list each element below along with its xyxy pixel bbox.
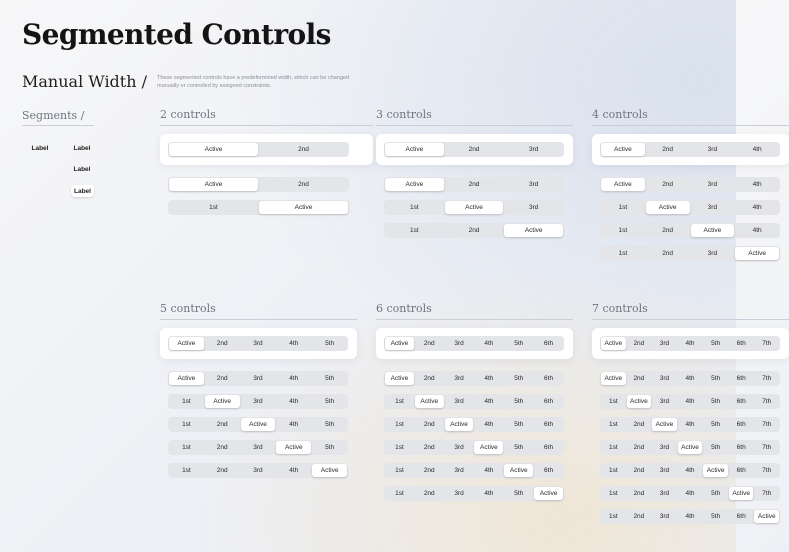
segment-active[interactable]: Active: [385, 372, 414, 385]
segment[interactable]: 7th: [762, 467, 772, 474]
segment-active[interactable]: Active: [385, 178, 444, 191]
segment[interactable]: 1st: [182, 421, 191, 428]
segmented-control: [600, 177, 780, 192]
segment-active[interactable]: Active: [601, 143, 645, 156]
segmented-control: [384, 463, 564, 478]
segment-active[interactable]: Active: [652, 418, 677, 431]
segment[interactable]: 5th: [514, 490, 524, 497]
segment[interactable]: 3rd: [454, 490, 464, 497]
segment[interactable]: 5th: [711, 398, 721, 405]
segment[interactable]: 2nd: [633, 467, 645, 474]
segment[interactable]: 3rd: [659, 444, 670, 451]
segment[interactable]: 3rd: [659, 375, 670, 382]
segment[interactable]: 3rd: [659, 513, 670, 520]
segment[interactable]: 7th: [762, 421, 772, 428]
segment-sample-hover-2[interactable]: Label: [73, 166, 91, 173]
segment-active[interactable]: Active: [627, 395, 652, 408]
segment[interactable]: 6th: [544, 398, 554, 405]
segment[interactable]: 6th: [544, 467, 554, 474]
segmented-control: [384, 177, 564, 192]
segment[interactable]: 4th: [484, 490, 494, 497]
segmented-control: [600, 440, 780, 455]
group-heading-3: 3 controls: [376, 108, 432, 121]
segment[interactable]: 2nd: [633, 513, 645, 520]
segmented-control: [600, 417, 780, 432]
segmented-control: [600, 509, 780, 524]
segment[interactable]: 3rd: [659, 490, 670, 497]
group-heading-2: 2 controls: [160, 108, 216, 121]
segment-active[interactable]: Active: [415, 395, 444, 408]
segment[interactable]: 2nd: [662, 227, 674, 234]
segment[interactable]: 1st: [182, 467, 191, 474]
segment-active[interactable]: Active: [504, 224, 563, 237]
segment[interactable]: 4th: [685, 513, 695, 520]
segmented-control: [168, 371, 348, 386]
segment[interactable]: 1st: [608, 444, 618, 451]
segment[interactable]: 3rd: [253, 444, 263, 451]
segment[interactable]: 4th: [289, 340, 299, 347]
segment-active[interactable]: Active: [646, 201, 690, 214]
segment[interactable]: 1st: [395, 467, 404, 474]
group-rule: [592, 125, 789, 126]
segmented-control: [600, 394, 780, 409]
segment[interactable]: 4th: [484, 398, 494, 405]
segment[interactable]: 1st: [608, 513, 618, 520]
segmented-control: [600, 246, 780, 261]
segmented-control: [600, 200, 780, 215]
segment[interactable]: 3rd: [253, 340, 263, 347]
segment-active[interactable]: Active: [703, 464, 728, 477]
segment-active[interactable]: Active: [169, 178, 258, 191]
segment[interactable]: 2nd: [423, 340, 435, 347]
segment[interactable]: 2nd: [662, 250, 674, 257]
segment-sample-selected[interactable]: Label: [71, 185, 94, 197]
segment[interactable]: 3rd: [253, 467, 263, 474]
segment-active[interactable]: Active: [169, 337, 204, 350]
segment[interactable]: 2nd: [216, 421, 228, 428]
group-heading-5: 5 controls: [160, 302, 216, 315]
segment-active[interactable]: Active: [241, 418, 276, 431]
segment[interactable]: 2nd: [423, 490, 435, 497]
segment[interactable]: 1st: [410, 227, 419, 234]
segment-sample-plain[interactable]: Label: [31, 145, 49, 152]
segment[interactable]: 5th: [711, 444, 721, 451]
segment-active[interactable]: Active: [385, 337, 414, 350]
segment[interactable]: 4th: [685, 375, 695, 382]
segmented-control: [384, 371, 564, 386]
segment[interactable]: 3rd: [454, 340, 464, 347]
segment[interactable]: 4th: [752, 227, 762, 234]
segment[interactable]: 7th: [762, 444, 772, 451]
group-rule: [160, 125, 373, 126]
segment[interactable]: 2nd: [633, 375, 645, 382]
segment[interactable]: 6th: [736, 467, 746, 474]
segment-active[interactable]: Active: [678, 441, 703, 454]
segment[interactable]: 2nd: [662, 181, 674, 188]
segment[interactable]: 2nd: [633, 421, 645, 428]
segment-active[interactable]: Active: [691, 224, 735, 237]
segment-active[interactable]: Active: [445, 418, 474, 431]
group-rule: [592, 319, 789, 320]
segmented-control: [168, 177, 349, 192]
group-rule: [376, 125, 573, 126]
segment[interactable]: 6th: [736, 444, 746, 451]
segmented-control: [384, 417, 564, 432]
segment[interactable]: 1st: [395, 421, 404, 428]
segment[interactable]: 2nd: [216, 467, 228, 474]
segmented-control: [384, 440, 564, 455]
segment[interactable]: 3rd: [659, 398, 670, 405]
segments-rule: [22, 125, 94, 126]
segment[interactable]: 6th: [544, 375, 554, 382]
group-heading-4: 4 controls: [592, 108, 648, 121]
segment[interactable]: 5th: [711, 375, 721, 382]
segmented-control: [168, 417, 348, 432]
segment[interactable]: 1st: [395, 398, 404, 405]
segment[interactable]: 4th: [685, 340, 695, 347]
segmented-control: [168, 336, 348, 351]
segmented-control: [384, 142, 564, 157]
segment[interactable]: 5th: [325, 421, 335, 428]
segment[interactable]: 7th: [762, 490, 772, 497]
segment-active[interactable]: Active: [474, 441, 503, 454]
segment[interactable]: 6th: [544, 340, 554, 347]
segmented-control: [384, 200, 564, 215]
segment[interactable]: 1st: [618, 250, 628, 257]
segment[interactable]: 1st: [182, 444, 191, 451]
segment[interactable]: 5th: [325, 340, 335, 347]
segment-active[interactable]: Active: [205, 395, 240, 408]
segment-active[interactable]: Active: [601, 178, 645, 191]
segment[interactable]: 4th: [289, 467, 299, 474]
segment[interactable]: 1st: [618, 204, 628, 211]
segment[interactable]: 6th: [736, 340, 746, 347]
segment[interactable]: 5th: [711, 513, 721, 520]
segment-active[interactable]: Active: [735, 247, 779, 260]
page-subtitle: Manual Width /: [22, 72, 148, 91]
segment[interactable]: 2nd: [633, 340, 645, 347]
segment[interactable]: 3rd: [253, 398, 263, 405]
segment[interactable]: 2nd: [423, 467, 435, 474]
segment-active[interactable]: Active: [754, 510, 779, 523]
segment[interactable]: 3rd: [707, 181, 718, 188]
segmented-control: [168, 394, 348, 409]
segment[interactable]: 4th: [289, 398, 299, 405]
segmented-control: [600, 336, 780, 351]
segment[interactable]: 5th: [325, 375, 335, 382]
segmented-control: [168, 440, 348, 455]
segment[interactable]: 2nd: [216, 444, 228, 451]
segment-active[interactable]: Active: [601, 337, 626, 350]
segment[interactable]: 1st: [395, 490, 404, 497]
segment-active[interactable]: Active: [534, 487, 563, 500]
segmented-control: [384, 486, 564, 501]
segment[interactable]: 5th: [711, 490, 721, 497]
segment-active[interactable]: Active: [504, 464, 533, 477]
segment[interactable]: 3rd: [454, 444, 464, 451]
segment-active[interactable]: Active: [445, 201, 504, 214]
segment[interactable]: 5th: [514, 444, 524, 451]
segment[interactable]: 3rd: [707, 204, 718, 211]
segmented-control: [600, 223, 780, 238]
segment[interactable]: 5th: [711, 340, 721, 347]
segmented-control: [600, 463, 780, 478]
segment[interactable]: 2nd: [298, 146, 309, 153]
segment[interactable]: 3rd: [707, 250, 718, 257]
segment[interactable]: 4th: [484, 375, 494, 382]
segment-active[interactable]: Active: [312, 464, 347, 477]
segment[interactable]: 7th: [762, 340, 772, 347]
segment-active[interactable]: Active: [601, 372, 626, 385]
segmented-control: [384, 223, 564, 238]
segmented-control: [384, 336, 564, 351]
segment[interactable]: 2nd: [633, 444, 645, 451]
segment[interactable]: 1st: [410, 204, 419, 211]
segment-active[interactable]: Active: [276, 441, 311, 454]
segment-active[interactable]: Active: [169, 143, 258, 156]
segment[interactable]: 3rd: [707, 146, 718, 153]
segment[interactable]: 4th: [685, 421, 695, 428]
segment[interactable]: 1st: [618, 227, 628, 234]
segment[interactable]: 6th: [736, 398, 746, 405]
segment[interactable]: 2nd: [468, 181, 480, 188]
segment[interactable]: 3rd: [659, 340, 670, 347]
group-heading-7: 7 controls: [592, 302, 648, 315]
segment[interactable]: 4th: [752, 181, 762, 188]
segmented-control: [600, 486, 780, 501]
segment[interactable]: 4th: [752, 146, 762, 153]
group-rule: [160, 319, 357, 320]
segment[interactable]: 4th: [685, 467, 695, 474]
segment[interactable]: 5th: [514, 340, 524, 347]
segment[interactable]: 5th: [325, 444, 335, 451]
segment[interactable]: 5th: [711, 421, 721, 428]
segment-active[interactable]: Active: [169, 372, 204, 385]
segment[interactable]: 2nd: [633, 490, 645, 497]
segment[interactable]: 1st: [395, 444, 404, 451]
segmented-control: [168, 200, 349, 215]
segment[interactable]: 4th: [484, 340, 494, 347]
segment-sample-hover[interactable]: Label: [73, 145, 91, 152]
segmented-control: [384, 394, 564, 409]
segment[interactable]: 6th: [544, 421, 554, 428]
segment[interactable]: 6th: [736, 513, 746, 520]
group-rule: [376, 319, 573, 320]
segment[interactable]: 3rd: [528, 181, 539, 188]
segment[interactable]: 1st: [608, 467, 618, 474]
segment[interactable]: 3rd: [528, 204, 539, 211]
segment[interactable]: 1st: [608, 490, 618, 497]
segment[interactable]: 3rd: [454, 398, 464, 405]
segment[interactable]: 5th: [514, 375, 524, 382]
segments-heading: Segments /: [22, 109, 85, 122]
segment[interactable]: 6th: [736, 421, 746, 428]
group-heading-6: 6 controls: [376, 302, 432, 315]
segment[interactable]: 6th: [736, 375, 746, 382]
segmented-control: [168, 463, 348, 478]
segmented-control: [168, 142, 349, 157]
segment[interactable]: 7th: [762, 398, 772, 405]
segment[interactable]: 4th: [289, 375, 299, 382]
segment[interactable]: 5th: [325, 398, 335, 405]
segment[interactable]: 2nd: [468, 227, 480, 234]
segment-active[interactable]: Active: [259, 201, 348, 214]
segment[interactable]: 5th: [514, 398, 524, 405]
segment[interactable]: 6th: [544, 444, 554, 451]
segment[interactable]: 3rd: [454, 375, 464, 382]
segment[interactable]: 2nd: [216, 375, 228, 382]
segment[interactable]: 4th: [484, 421, 494, 428]
page-description: These segmented controls have a predefermined width, which can be changed manually or controlled by assigned constraints.: [157, 75, 350, 89]
segment[interactable]: 7th: [762, 375, 772, 382]
segment[interactable]: 2nd: [423, 444, 435, 451]
segment[interactable]: 2nd: [662, 146, 674, 153]
segment-active[interactable]: Active: [385, 143, 444, 156]
segment[interactable]: 2nd: [423, 421, 435, 428]
segment[interactable]: 4th: [289, 421, 299, 428]
segment[interactable]: 4th: [752, 204, 762, 211]
segment[interactable]: 4th: [685, 398, 695, 405]
segment[interactable]: 4th: [685, 490, 695, 497]
segment[interactable]: 1st: [209, 204, 218, 211]
segment[interactable]: 2nd: [216, 340, 228, 347]
segment[interactable]: 3rd: [659, 467, 670, 474]
segment[interactable]: 3rd: [528, 146, 539, 153]
segment[interactable]: 3rd: [454, 467, 464, 474]
segment[interactable]: 5th: [514, 421, 524, 428]
segment[interactable]: 2nd: [468, 146, 480, 153]
segment[interactable]: 2nd: [423, 375, 435, 382]
segment[interactable]: 2nd: [298, 181, 309, 188]
segment[interactable]: 1st: [182, 398, 191, 405]
segment-active[interactable]: Active: [729, 487, 754, 500]
segmented-control: [600, 371, 780, 386]
segment[interactable]: 1st: [608, 421, 618, 428]
page-title: Segmented Controls: [22, 18, 331, 51]
segment[interactable]: 4th: [484, 467, 494, 474]
segment[interactable]: 3rd: [253, 375, 263, 382]
segmented-control: [600, 142, 780, 157]
segment[interactable]: 1st: [608, 398, 618, 405]
